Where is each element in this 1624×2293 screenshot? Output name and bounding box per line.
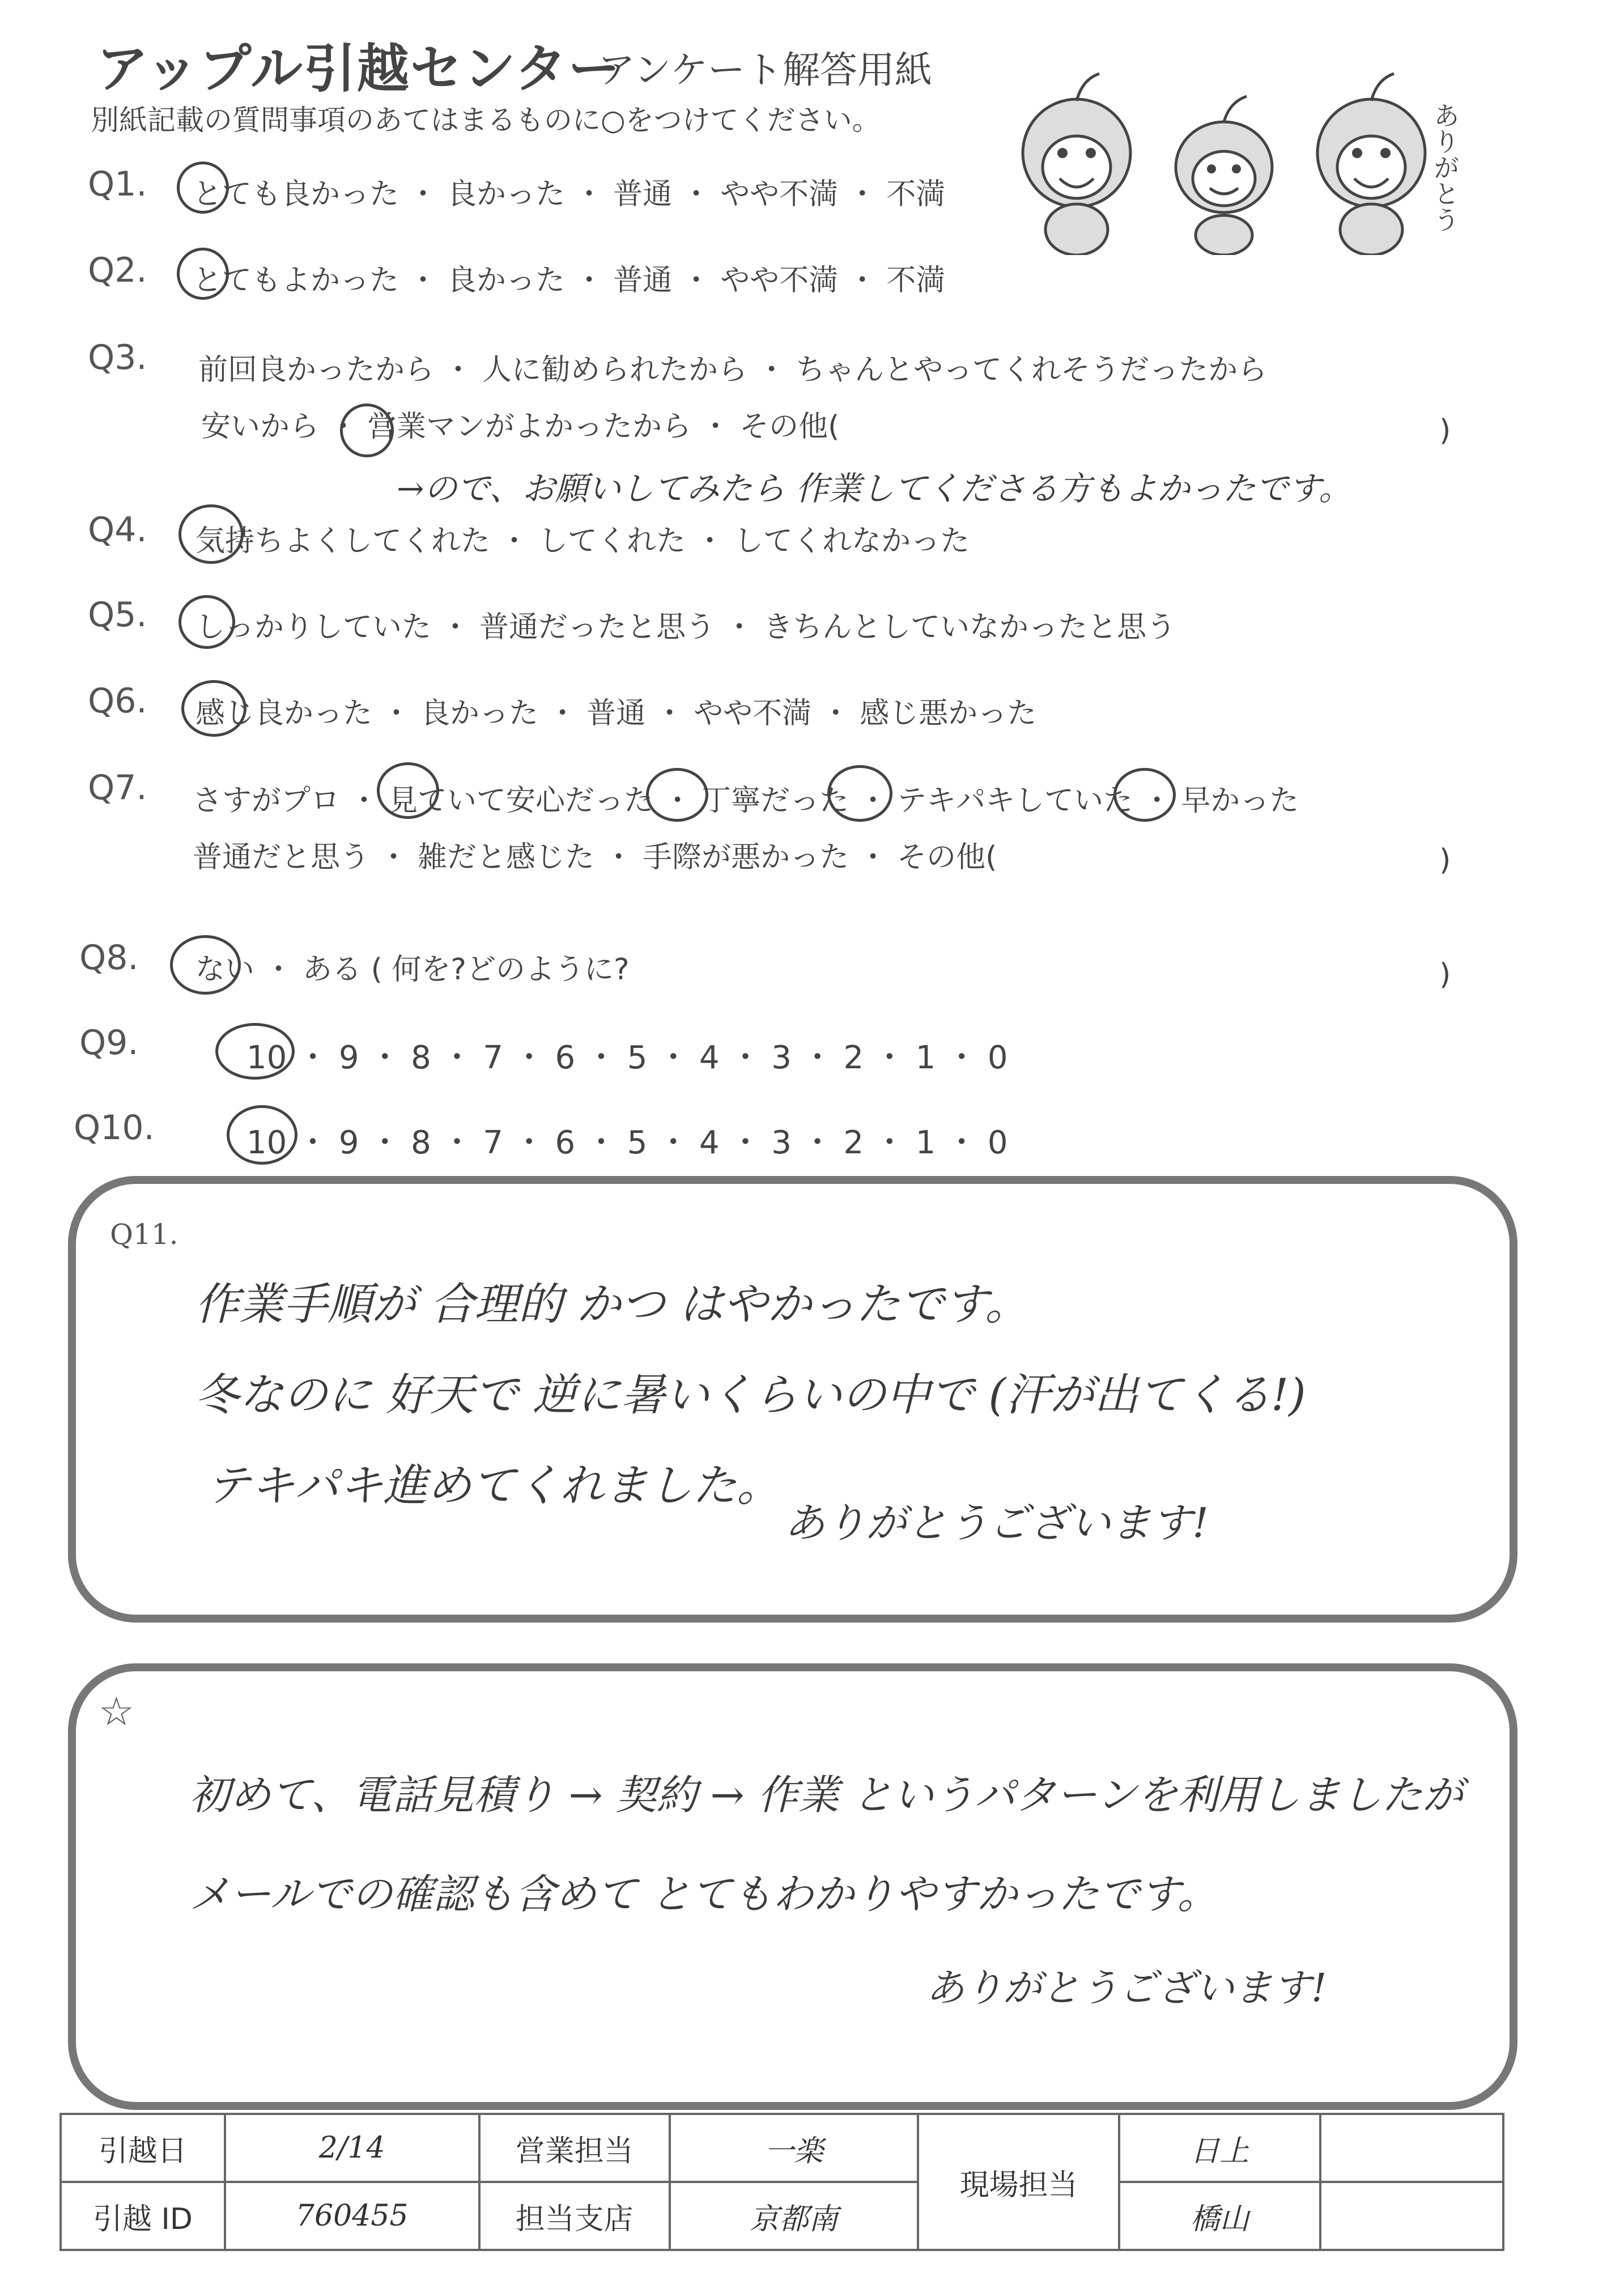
q9-label: Q9. — [79, 1023, 139, 1063]
q11-thanks: ありがとうございます! — [784, 1499, 1209, 1547]
q4-label: Q4. — [88, 510, 147, 550]
q7-answer-circle-2 — [646, 768, 708, 822]
q7-answer-circle-4 — [1113, 768, 1176, 822]
q3-options-line1[interactable]: 前回良かったから ・ 人に勧められたから ・ ちゃんとやってくれそうだったから — [198, 353, 1268, 387]
q7-options-line2[interactable]: 普通だと思う ・ 雑だと感じた ・ 手際が悪かった ・ その他( — [193, 840, 997, 874]
sales-staff-value[interactable]: 一楽 — [670, 2114, 919, 2182]
q3-handwritten-note: →ので、お願いしてみたら 作業してくださる方もよかったです。 — [397, 469, 1352, 508]
branch-value[interactable]: 京都南 — [670, 2182, 919, 2250]
q6-label: Q6. — [88, 681, 147, 721]
site-staff-extra-2[interactable] — [1320, 2182, 1503, 2250]
survey-title: アップル引越センター — [96, 39, 622, 99]
move-date-label: 引越日 — [61, 2114, 225, 2182]
q10-answer-circle — [227, 1105, 297, 1165]
free-comment-line-1: 初めて、電話見積り → 契約 → 作業 というパターンを利用しましたが — [189, 1771, 1464, 1819]
q10-label: Q10. — [74, 1108, 155, 1148]
q11-line-2: 冬なのに 好天で 逆に暑いくらいの中で (汗が出てくる!) — [195, 1370, 1306, 1421]
move-id-value[interactable]: 760455 — [225, 2182, 479, 2250]
q1-answer-circle — [177, 162, 229, 214]
q7-options-line1[interactable]: さすがプロ ・ 見ていて安心だった ・ 丁寧だった ・ テキパキしていた ・ 早かった — [193, 784, 1299, 818]
q1-label: Q1. — [88, 164, 147, 204]
q11-comment-box[interactable] — [68, 1176, 1517, 1623]
move-id-label: 引越 ID — [61, 2182, 225, 2250]
site-staff-1-value[interactable]: 日上 — [1119, 2114, 1320, 2182]
q4-answer-circle — [178, 504, 244, 564]
q8-label: Q8. — [79, 938, 139, 978]
q8-answer-circle — [170, 935, 241, 995]
q6-options[interactable]: 感じ良かった ・ 良かった ・ 普通 ・ やや不満 ・ 感じ悪かった — [195, 697, 1037, 731]
site-staff-label: 現場担当 — [918, 2114, 1119, 2250]
q5-label: Q5. — [88, 595, 147, 635]
q10-options[interactable]: 10 ・ 9 ・ 8 ・ 7 ・ 6 ・ 5 ・ 4 ・ 3 ・ 2 ・ 1 ・ 0 — [246, 1124, 1008, 1161]
q2-answer-circle — [177, 248, 229, 300]
q3-close-paren: ) — [1439, 414, 1451, 448]
star-icon: ☆ — [99, 1688, 134, 1735]
sales-staff-label: 営業担当 — [479, 2114, 670, 2182]
q7-close-paren: ) — [1439, 843, 1451, 877]
q6-answer-circle — [181, 680, 246, 737]
q3-answer-circle — [340, 404, 394, 457]
q3-options-line2[interactable]: 安いから ・ 営業マンがよかったから ・ その他( — [201, 410, 840, 444]
q8-options[interactable]: ない ・ ある ( 何を?どのように? — [195, 953, 630, 987]
q4-options[interactable]: 気持ちよくしてくれた ・ してくれた ・ してくれなかった — [195, 524, 970, 558]
mascot-monkeys-illustration — [997, 68, 1507, 255]
q5-options[interactable]: しっかりしていた ・ 普通だったと思う ・ きちんとしていなかったと思う — [195, 610, 1176, 644]
free-comment-line-2: メールでの確認も含めて とてもわかりやすかったです。 — [189, 1870, 1218, 1918]
q5-answer-circle — [178, 595, 235, 649]
q3-label: Q3. — [88, 338, 147, 377]
instruction-text: 別紙記載の質問事項のあてはまるものに○をつけてください。 — [91, 104, 881, 137]
move-date-value[interactable]: 2/14 — [225, 2114, 479, 2182]
q1-options[interactable]: とても良かった ・ 良かった ・ 普通 ・ やや不満 ・ 不満 — [193, 177, 946, 211]
q9-answer-circle — [215, 1023, 295, 1080]
q8-close-paren: ) — [1439, 958, 1451, 992]
q7-answer-circle-3 — [827, 765, 892, 822]
move-info-table — [59, 2113, 1504, 2251]
survey-subtitle: アンケート解答用紙 — [598, 48, 933, 92]
q11-label: Q11. — [110, 1218, 178, 1251]
branch-label: 担当支店 — [479, 2182, 670, 2250]
q9-options[interactable]: 10 ・ 9 ・ 8 ・ 7 ・ 6 ・ 5 ・ 4 ・ 3 ・ 2 ・ 1 ・ 0 — [246, 1039, 1008, 1076]
q7-answer-circle-1 — [377, 762, 439, 819]
q11-line-3: テキパキ進めてくれました。 — [206, 1460, 781, 1511]
q7-label: Q7. — [88, 768, 147, 808]
free-comment-thanks: ありがとうございます! — [926, 1966, 1327, 2011]
q2-label: Q2. — [88, 250, 147, 290]
q11-line-1: 作業手順が 合理的 かつ はやかったです。 — [195, 1279, 1030, 1330]
q2-options[interactable]: とてもよかった ・ 良かった ・ 普通 ・ やや不満 ・ 不満 — [193, 264, 946, 298]
mascot-thanks-text: ありがとう — [1430, 102, 1460, 232]
site-staff-extra-1[interactable] — [1320, 2114, 1503, 2182]
free-comment-box[interactable] — [68, 1663, 1517, 2110]
site-staff-2-value[interactable]: 橋山 — [1119, 2182, 1320, 2250]
